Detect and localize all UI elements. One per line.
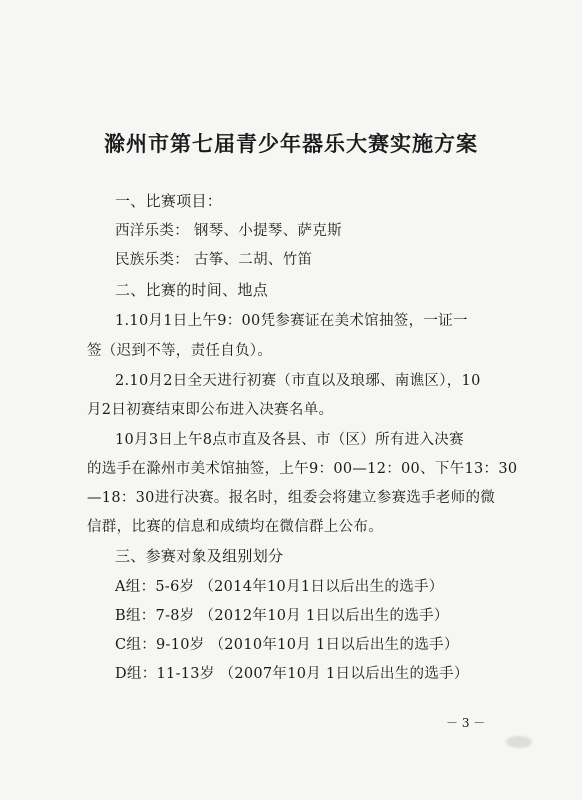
paragraph-1-line-2: 签（迟到不等，责任自负）。 [87,343,273,359]
scan-smudge [506,736,532,748]
paragraph-3-line-1: 10月3日上午8点市直及各县、市（区）所有进入决赛 [115,432,464,448]
paragraph-3-line-4: 信群，比赛的信息和成绩均在微信群上公布。 [87,519,383,535]
page-number: － 3 － [446,716,486,730]
paragraph-3-line-2: 的选手在滁州市美术馆抽签，上午9：00—12：00、下午13：30 [87,461,518,477]
document-title: 滁州市第七届青少年器乐大赛实施方案 [104,131,478,156]
western-instruments-line: 西洋乐类： 钢琴、小提琴、萨克斯 [115,223,342,239]
section-3-heading: 三、参赛对象及组别划分 [115,547,284,565]
group-b-line: B组：7-8岁 （2012年10月 1日以后出生的选手） [115,608,449,624]
paragraph-1-line-1: 1.10月1日上午9：00凭参赛证在美术馆抽签，一证一 [115,313,468,329]
group-a-line: A组：5-6岁 （2014年10月1日以后出生的选手） [115,579,444,595]
folk-instruments-line: 民族乐类： 古筝、二胡、竹笛 [115,252,313,268]
paragraph-2-line-2: 月2日初赛结束即公布进入决赛名单。 [87,402,334,418]
paragraph-3-line-3: —18：30进行决赛。报名时，组委会将建立参赛选手老师的微 [87,490,496,506]
paragraph-2-line-1: 2.10月2日全天进行初赛（市直以及琅琊、南谯区），10 [115,373,481,389]
group-c-line: C组：9-10岁 （2010年10月 1日以后出生的选手） [115,637,459,653]
section-1-heading: 一、比赛项目： [115,192,223,210]
section-2-heading: 二、比赛的时间、地点 [115,281,269,299]
group-d-line: D组：11-13岁 （2007年10月 1日以后出生的选手） [115,666,469,682]
